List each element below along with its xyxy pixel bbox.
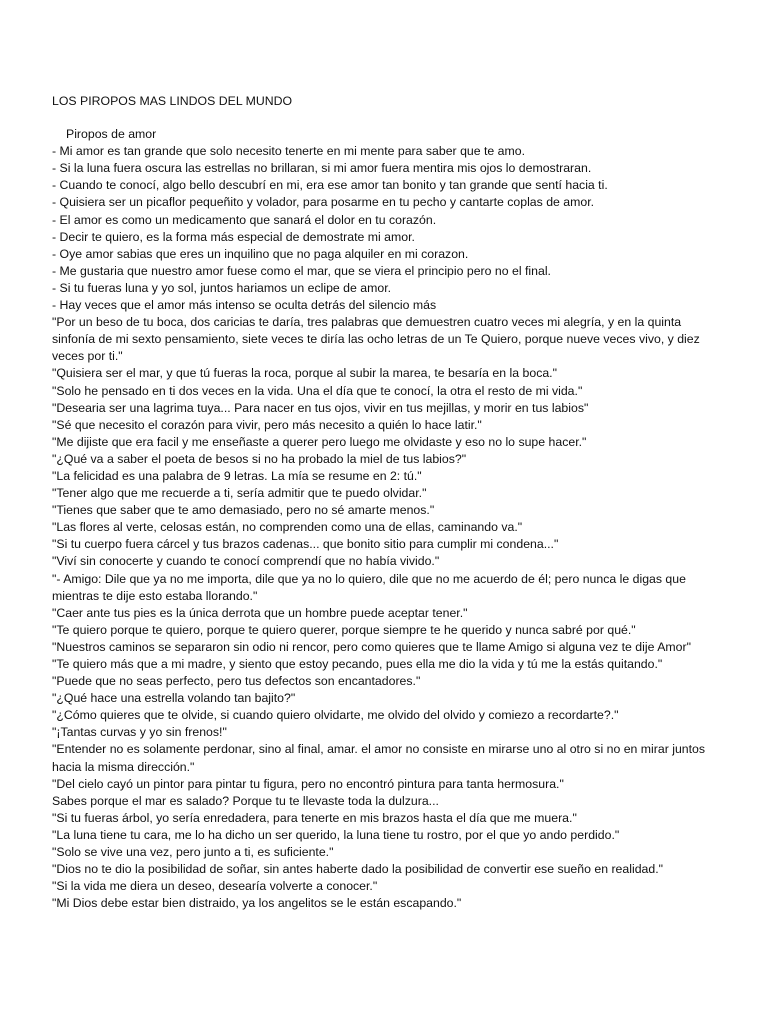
piropo-line: "Mi Dios debe estar bien distraido, ya los angelitos se le están escapando." [52, 896, 462, 911]
piropo-line: "Quisiera ser el mar, y que tú fueras la roca, porque al subir la marea, te besaría en la boca." [52, 366, 557, 381]
piropo-line: "Puede que no seas perfecto, pero tus defectos son encantadores." [52, 674, 421, 689]
piropo-line: "La felicidad es una palabra de 9 letras. La mía se resume en 2: tú." [52, 468, 422, 483]
piropo-line: "Solo he pensado en ti dos veces en la vida. Una el día que te conocí, la otra el resto de mi vida." [52, 383, 583, 398]
piropo-line: "¿Qué hace una estrella volando tan bajito?" [52, 691, 296, 706]
piropo-line: "Del cielo cayó un pintor para pintar tu figura, pero no encontró pintura para tanta hermosura." [52, 776, 564, 791]
piropo-line: "Tienes que saber que te amo demasiado, pero no sé amarte menos." [52, 503, 435, 518]
piropo-line: "Tener algo que me recuerde a ti, sería admitir que te puedo olvidar." [52, 486, 427, 501]
piropo-line: "Caer ante tus pies es la única derrota que un hombre puede aceptar tener." [52, 605, 468, 620]
piropo-line: - Si la luna fuera oscura las estrellas no brillaran, si mi amor fuera mentira mis ojos lo demostraran. [52, 161, 592, 176]
piropo-line: "Si la vida me diera un deseo, desearía volverte a conocer." [52, 879, 378, 894]
piropo-line: "Por un beso de tu boca, dos caricias te daría, tres palabras que demuestren cuatro veces mi alegría, y en la quinta sinfonía de mi sexto pensamiento, siete veces te diría las ocho letras de un Te Quiero, porque nueve veces vivo, y diez veces por ti." [52, 315, 700, 364]
piropo-line: - Decir te quiero, es la forma más especial de demostrate mi amor. [52, 229, 415, 244]
piropo-line: "¿Qué va a saber el poeta de besos si no ha probado la miel de tus labios?" [52, 451, 467, 466]
piropo-line: "- Amigo: Dile que ya no me importa, dile que ya no lo quiero, dile que no me acuerdo de él; pero nunca le digas que mientras te dije esto estaba llorando." [52, 571, 686, 603]
piropo-line: "¡Tantas curvas y yo sin frenos!" [52, 725, 227, 740]
piropo-line: Sabes porque el mar es salado? Porque tu te llevaste toda la dulzura... [52, 793, 439, 808]
piropo-line: "Me dijiste que era facil y me enseñaste a querer pero luego me olvidaste y eso no lo supe hacer." [52, 434, 587, 449]
piropo-line: "La luna tiene tu cara, me lo ha dicho un ser querido, la luna tiene tu rostro, por el que yo ando perdido." [52, 827, 620, 842]
piropo-line: - Oye amor sabias que eres un inquilino que no paga alquiler en mi corazon. [52, 246, 469, 261]
piropo-line: - Si tu fueras luna y yo sol, juntos hariamos un eclipe de amor. [52, 280, 392, 295]
piropo-line: - Mi amor es tan grande que solo necesito tenerte en mi mente para saber que te amo. [52, 144, 526, 159]
piropo-line: "Te quiero porque te quiero, porque te quiero querer, porque siempre te he querido y nunca sabré por qué." [52, 622, 636, 637]
piropo-line: "Si tu fueras árbol, yo sería enredadera, para tenerte en mis brazos hasta el día que me muera." [52, 810, 577, 825]
piropo-line: "Te quiero más que a mi madre, y siento que estoy pecando, pues ella me dio la vida y tú me la estás quitando." [52, 657, 663, 671]
piropo-line: "Desearia ser una lagrima tuya... Para nacer en tus ojos, vivir en tus mejillas, y morir en tus labios" [52, 400, 589, 415]
piropo-line: - Cuando te conocí, algo bello descubrí en mi, era ese amor tan bonito y tan grande que sentí hacia ti. [52, 178, 608, 193]
piropo-line: "Solo se vive una vez, pero junto a ti, es suficiente." [52, 845, 334, 860]
piropo-line: "Si tu cuerpo fuera cárcel y tus brazos cadenas... que bonito sitio para cumplir mi condena..." [52, 537, 559, 552]
piropo-line: "¿Cómo quieres que te olvide, si cuando quiero olvidarte, me olvido del olvido y comiezo a recordarte?." [52, 708, 619, 723]
piropos-list [52, 143, 724, 912]
piropo-line: "Sé que necesito el corazón para vivir, pero más necesito a quién lo hace latir." [52, 417, 482, 432]
piropo-line: - Me gustaria que nuestro amor fuese como el mar, que se viera el principio pero no el final. [52, 263, 551, 278]
piropo-line: - Quisiera ser un picaflor pequeñito y volador, para posarme en tu pecho y cantarte coplas de amor. [52, 195, 595, 210]
piropo-line: "Nuestros caminos se separaron sin odio ni rencor, pero como quieres que te llame Amigo si alguna vez te dije Amor" [52, 639, 691, 654]
document-title: LOS PIROPOS MAS LINDOS DEL MUNDO [52, 94, 293, 108]
piropo-line: "Dios no te dio la posibilidad de soñar, sin antes haberte dado la posibilidad de convertir ese sueño en realidad." [52, 862, 663, 877]
piropo-line: - Hay veces que el amor más intenso se oculta detrás del silencio más [52, 298, 437, 313]
document-body [52, 93, 724, 912]
piropo-line: - El amor es como un medicamento que sanará el dolor en tu corazón. [52, 212, 437, 227]
piropo-line: "Las flores al verte, celosas están, no comprenden como una de ellas, caminando va." [52, 520, 523, 535]
piropo-line: "Entender no es solamente perdonar, sino al final, amar. el amor no consiste en mirarse uno al otro si no en mirar juntos hacia la misma dirección." [52, 742, 706, 774]
piropo-line: "Viví sin conocerte y cuando te conocí comprendí que no había vivido." [52, 554, 440, 569]
section-subtitle: Piropos de amor [66, 127, 157, 142]
